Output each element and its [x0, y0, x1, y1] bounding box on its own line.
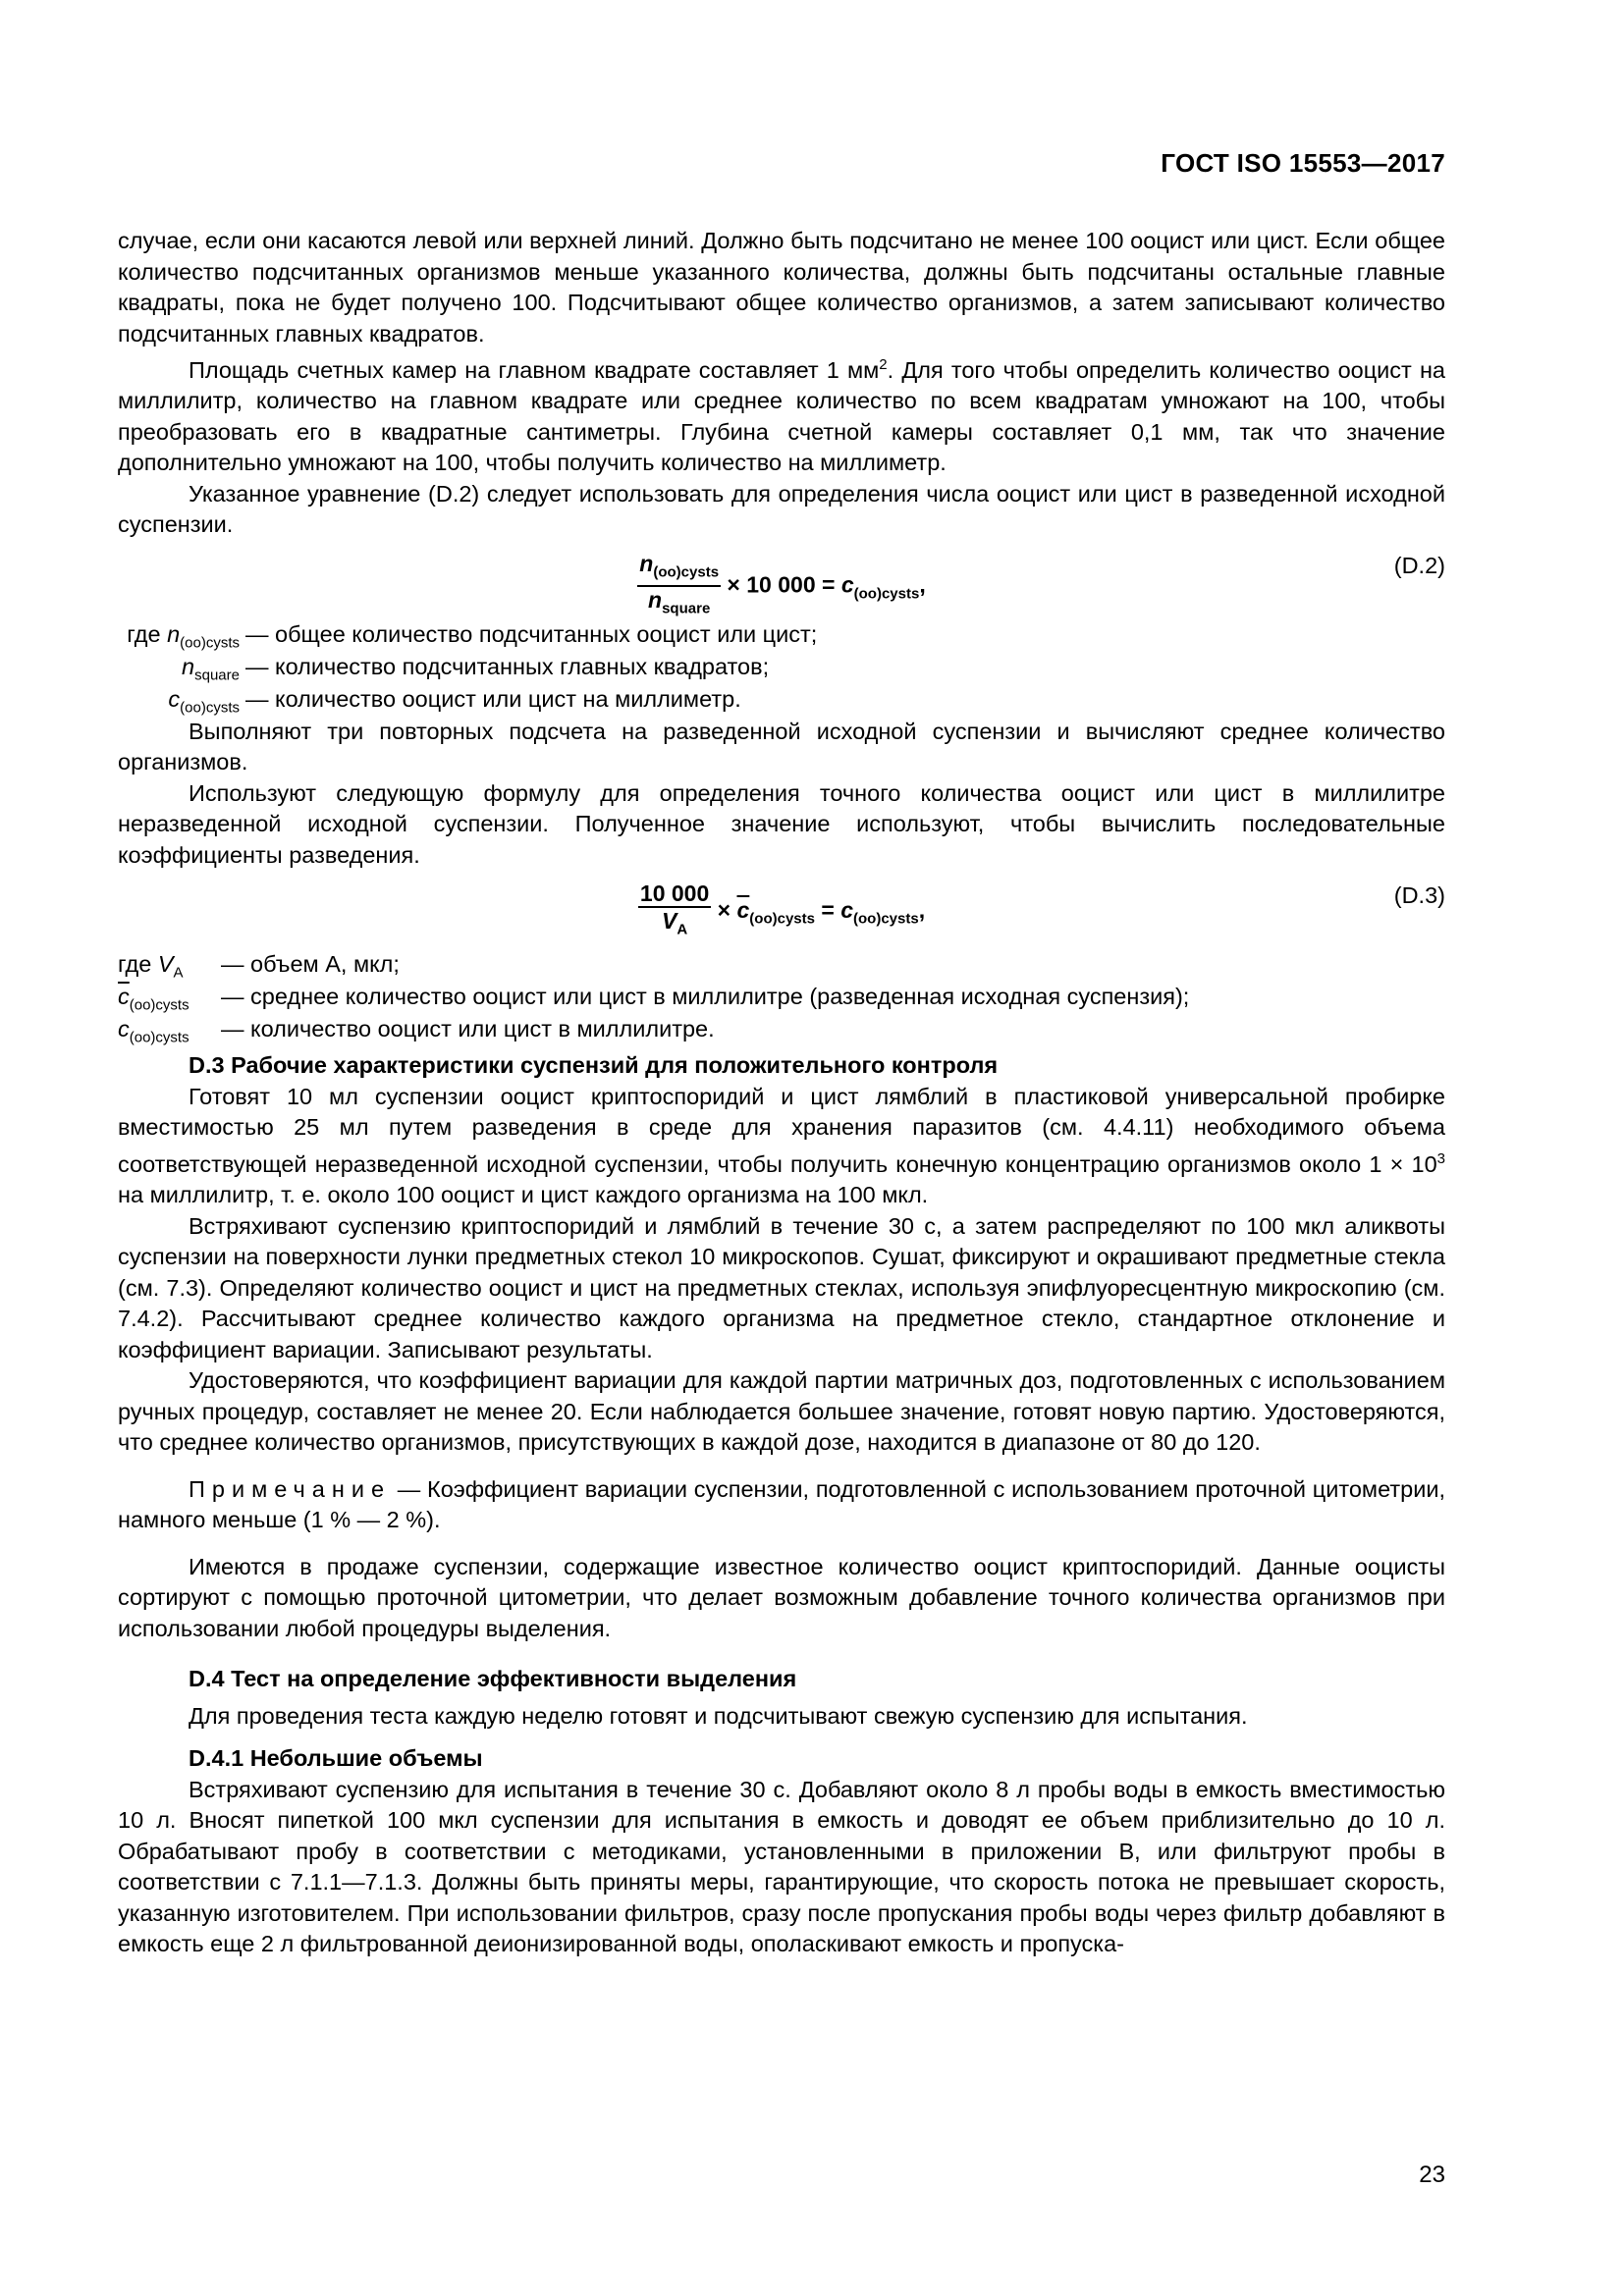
where-label: где	[127, 620, 168, 647]
paragraph: Выполняют три повторных подсчета на разведенной исходной суспензии и вычисляют среднее количество организмов.	[118, 718, 1445, 775]
superscript: 2	[879, 356, 888, 373]
variable: c	[168, 685, 181, 712]
denominator	[637, 587, 721, 622]
variable: V	[662, 908, 677, 934]
punctuation: ,	[919, 571, 926, 598]
definition-row	[118, 949, 1445, 982]
note	[118, 1474, 1445, 1536]
subscript: (oo)cysts	[129, 997, 189, 1015]
spacer	[118, 1732, 1445, 1739]
paragraph	[118, 349, 1445, 479]
equation-number: (D.3)	[1393, 882, 1445, 909]
paragraph-text: . Для того чтобы определить количество ооцист на миллилитр, количество на главном квадрате или среднее количество по всем квадратам умножают на 100, чтобы преобразовать его в квадратные сантиметры. Глубина счетной камеры составляет 0,1 мм, так что значение дополнительно умножают на 100, чтобы получить количество на миллиметр.	[118, 356, 1446, 476]
paragraph: Имеются в продаже суспензии, содержащие известное количество ооцист криптоспоридий. Данные ооцисты сортируют с помощью проточной цитометрии, что делает возможным добавление точного количества организмов при использовании любой процедуры выделения.	[118, 1553, 1445, 1641]
numerator: 10 000	[639, 881, 710, 907]
variable: V	[157, 951, 174, 978]
punctuation: ,	[918, 897, 926, 924]
subscript: (oo)cysts	[749, 910, 815, 928]
definition-text: — количество ооцист или цист в миллилитре.	[221, 1016, 715, 1042]
definition-symbol	[118, 1014, 221, 1053]
subscript: (oo)cysts	[180, 634, 240, 652]
variable: c	[840, 571, 854, 598]
definition-text: — количество подсчитанных главных квадратов;	[245, 653, 770, 679]
definition-text: — среднее количество ооцист или цист в миллилитре (разведенная исходная суспензия);	[221, 984, 1190, 1010]
paragraph: Указанное уравнение (D.2) следует использовать для определения числа ооцист или цист в разведенной исходной суспензии.	[118, 480, 1445, 538]
definition-row	[118, 652, 1445, 684]
subscript: (oo)cysts	[129, 1030, 189, 1047]
subscript: A	[677, 921, 688, 938]
denominator	[638, 908, 711, 943]
section-heading-d4: D.4 Тест на определение эффективности выделения	[189, 1666, 797, 1692]
operator: × 10 000 =	[721, 571, 841, 598]
fraction	[638, 881, 711, 943]
variable: c	[840, 897, 853, 924]
paragraph: случае, если они касаются левой или верхней линий. Должно быть подсчитано не менее 100 ооцист или цист. Если общее количество подсчитанных организмов меньше указанного количества, должны быть подсчитаны остальные главные квадраты, пока не будет получено 100. Подсчитывают общее количество организмов, а затем записывают количество подсчитанных главных квадратов.	[118, 228, 1445, 347]
subscript: (oo)cysts	[180, 699, 240, 717]
paragraph	[118, 1082, 1445, 1211]
equation-d3	[118, 871, 1445, 949]
equation-formula	[118, 551, 1445, 622]
where-label: где	[118, 951, 158, 978]
subscript: square	[194, 667, 240, 684]
numerator	[637, 551, 721, 588]
page-body	[118, 226, 1445, 1960]
paragraph: Удостоверяются, что коэффициент вариации для каждой партии матричных доз, подготовленных с использованием ручных процедур, составляет не менее 20. Если наблюдается большее значение, готовят новую партию. Удостоверяются, что среднее количество организмов, присутствующих в каждой дозе, находится в диапазоне от 80 до 120.	[118, 1367, 1445, 1456]
paragraph: Встряхивают суспензию для испытания в течение 30 с. Добавляют около 8 л пробы воды в емкость вместимостью 10 л. Вносят пипеткой 100 мкл суспензии для испытания в емкость и доводят ее объем приблизительно до 10 л. Обрабатывают пробу в соответствии с методиками, установленными в приложении В, или фильтруют пробы в соответствии с 7.1.1—7.1.3. Должны быть приняты меры, гарантирующие, что скорость потока не превышает скорость, указанную изготовителем. При использовании фильтров, сразу после пропускания пробы воды через фильтр добавляют в емкость еще 2 л фильтрованной деионизированной воды, ополаскивают емкость и пропуска-	[118, 1776, 1445, 1957]
paragraph: Для проведения теста каждую неделю готовят и подсчитывают свежую суспензию для испытания.	[189, 1702, 1248, 1729]
variable-mean: $\overline{c}$	[736, 897, 750, 924]
definition-text: — объем А, мкл;	[221, 951, 400, 978]
equation-d2	[118, 541, 1445, 619]
subscript: (oo)cysts	[653, 563, 720, 581]
equation-formula	[118, 881, 1445, 943]
superscript: 3	[1436, 1149, 1445, 1167]
paragraph: Используют следующую формулу для определения точного количества ооцист или цист в миллилитре неразведенной исходной суспензии. Полученное значение используют, чтобы вычислить последовательные коэффициенты разведения.	[118, 779, 1445, 868]
paragraph-text: на миллилитр, т. е. около 100 ооцист и цист каждого организма на 100 мкл.	[118, 1182, 929, 1208]
variable: n	[639, 550, 654, 576]
subscript: A	[173, 965, 184, 983]
subscript: (oo)cysts	[853, 585, 920, 603]
spacer	[118, 1536, 1445, 1552]
variable: n	[167, 620, 181, 647]
section-heading-d3: D.3 Рабочие характеристики суспензий для положительного контроля	[189, 1052, 999, 1079]
spacer	[118, 1459, 1445, 1474]
subscript: (oo)cysts	[853, 910, 919, 928]
equation-number: (D.2)	[1393, 552, 1445, 578]
paragraph-text: Готовят 10 мл суспензии ооцист криптоспоридий и цист лямблий в пластиковой универсальной пробирке вместимостью 25 мл путем разведения в среде для хранения паразитов (см. 4.4.11) необходимого объема соответствующей неразведенной исходной суспензии, чтобы получить конечную концентрацию организмов около 1 × 10	[118, 1083, 1445, 1177]
definitions-d3	[118, 949, 1445, 1046]
definition-row	[118, 619, 1445, 652]
variable: n	[648, 587, 663, 614]
note-label: Примечание	[189, 1475, 392, 1502]
page-number: 23	[1419, 2162, 1445, 2188]
subscript: square	[662, 601, 711, 618]
definitions-d2	[118, 619, 1445, 717]
operator: =	[814, 897, 841, 924]
fraction	[637, 551, 721, 622]
standard-code-header: ГОСТ ISO 15553—2017	[1161, 148, 1445, 178]
variable: n	[182, 653, 195, 679]
definition-text: — общее количество подсчитанных ооцист или цист;	[245, 620, 818, 647]
operator: ×	[711, 897, 737, 924]
definition-row	[118, 684, 1445, 717]
section-heading-d41: D.4.1 Небольшие объемы	[189, 1745, 483, 1772]
definition-text: — количество ооцист или цист на миллиметр.	[245, 685, 741, 712]
variable-mean: $\overline{c}$	[118, 984, 130, 1010]
paragraph: Встряхивают суспензию криптоспоридий и лямблий в течение 30 с, а затем распределяют по 100 мкл аликвоты суспензии на поверхности лунки предметных стекол 10 микроскопов. Сушат, фиксируют и окрашивают предметные стекла (см. 7.3). Определяют количество ооцист и цист на предметных стеклах, используя эпифлуоресцентную микроскопию (см. 7.4.2). Рассчитывают среднее количество каждого организма на предметное стекло, стандартное отклонение и коэффициент вариации. Записывают результаты.	[118, 1212, 1445, 1362]
definition-row	[118, 982, 1445, 1014]
spacer	[118, 1644, 1445, 1660]
paragraph-text: Площадь счетных камер на главном квадрате составляет 1 мм	[189, 356, 880, 383]
definition-row	[118, 1014, 1445, 1046]
variable: c	[118, 1016, 130, 1042]
note-text: — Коэффициент вариации суспензии, подготовленной с использованием проточной цитометрии, намного меньше (1 % — 2 %).	[118, 1475, 1445, 1533]
